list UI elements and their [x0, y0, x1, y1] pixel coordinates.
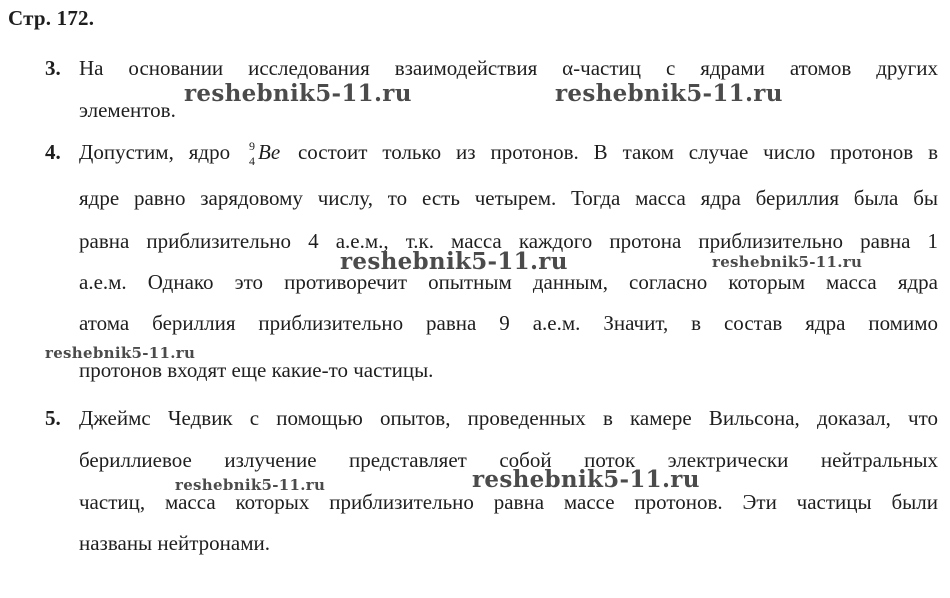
text-line: равна приблизительно 4 а.е.м., т.к. масса каждого протона приблизительно равна 1: [79, 229, 938, 253]
watermark-text: reshebnik5-11.ru: [712, 253, 863, 271]
text-fragment: Допустим, ядро: [79, 140, 231, 164]
element-symbol: Be: [258, 140, 281, 164]
watermark-text: reshebnik5-11.ru: [45, 344, 196, 362]
watermark-text: reshebnik5-11.ru: [555, 80, 783, 107]
text-line: названы нейтронами.: [79, 531, 270, 555]
watermark-text: reshebnik5-11.ru: [184, 80, 412, 107]
item-number: 5.: [45, 406, 61, 430]
text-line: атома бериллия приблизительно равна 9 а.е.м. Значит, в состав ядра помимо: [79, 311, 938, 335]
item-number: 3.: [45, 56, 61, 80]
watermark-text: reshebnik5-11.ru: [472, 466, 700, 493]
text-line: элементов.: [79, 98, 176, 122]
text-line: ядре равно зарядовому числу, то есть четырем. Тогда масса ядра бериллия была бы: [79, 186, 938, 210]
text-line: частиц, масса которых приблизительно равна массе протонов. Эти частицы были: [79, 490, 938, 514]
text-fragment: состоит только из протонов. В таком случае число протонов в: [297, 140, 939, 164]
mass-number: 9: [249, 139, 256, 153]
page-number-heading: Стр. 172.: [8, 6, 95, 30]
watermark-text: reshebnik5-11.ru: [175, 476, 326, 494]
text-line: бериллиевое излучение представляет собой поток электрически нейтральных: [79, 448, 938, 472]
item-number: 4.: [45, 140, 61, 164]
watermark-text: reshebnik5-11.ru: [340, 248, 568, 275]
text-line: протонов входят еще какие-то частицы.: [79, 358, 434, 382]
text-line-with-nuclide: [79, 139, 939, 168]
atomic-number: 4: [249, 154, 256, 168]
text-line: а.е.м. Однако это противоречит опытным данным, согласно которым масса ядра: [79, 270, 938, 294]
text-line: На основании исследования взаимодействия α-частиц с ядрами атомов других: [79, 56, 938, 80]
beryllium-nuclide-notation: [245, 139, 283, 168]
text-line: Джеймс Чедвик с помощью опытов, проведенных в камере Вильсона, доказал, что: [79, 406, 938, 430]
